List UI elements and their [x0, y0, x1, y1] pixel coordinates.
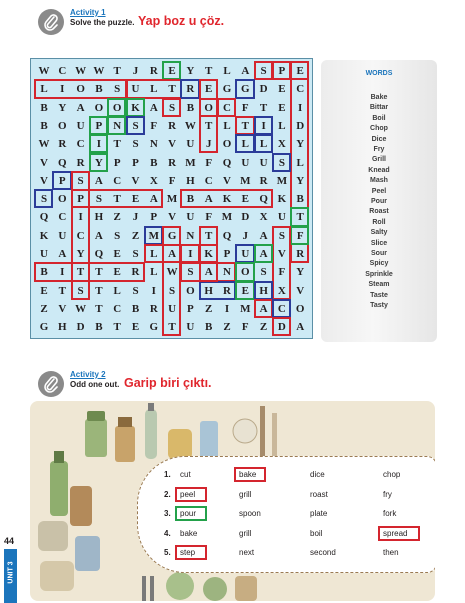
- grid-letter: Q: [222, 229, 232, 242]
- grid-letter: M: [221, 211, 233, 224]
- word-list-item: Peel: [371, 187, 387, 195]
- grid-letter: W: [38, 138, 50, 151]
- grid-letter: O: [204, 101, 213, 114]
- grid-letter: R: [131, 266, 140, 279]
- grid-letter: D: [241, 211, 250, 224]
- grid-letter: S: [95, 193, 102, 206]
- paperclip-icon: [38, 9, 64, 35]
- grid-letter: W: [184, 119, 196, 132]
- unit-label: UNIT 3: [7, 561, 15, 584]
- grid-letter: G: [222, 83, 232, 96]
- grid-letter: R: [149, 65, 158, 77]
- grid-letter: S: [169, 101, 176, 114]
- grid-letter: G: [39, 321, 49, 334]
- grid-letter: T: [113, 65, 121, 77]
- grid-letter: Y: [76, 248, 85, 260]
- grid-letter: U: [186, 321, 195, 334]
- grid-letter: W: [93, 65, 105, 77]
- word-list-item: Spicy: [369, 260, 389, 268]
- grid-letter: V: [168, 211, 177, 224]
- grid-letter: S: [187, 266, 194, 279]
- option-word[interactable]: fry: [383, 489, 392, 499]
- grid-letter: I: [96, 138, 102, 151]
- option-word[interactable]: roast: [310, 489, 328, 499]
- grid-letter: O: [76, 83, 85, 96]
- grid-letter: P: [187, 302, 194, 315]
- grid-letter: B: [296, 193, 304, 206]
- grid-letter: M: [276, 174, 288, 187]
- grid-letter: E: [205, 83, 213, 96]
- grid-letter: T: [113, 193, 121, 206]
- grid-letter: T: [76, 266, 85, 279]
- grid-letter: S: [132, 284, 139, 297]
- grid-letter: Q: [58, 156, 67, 169]
- options-card: [137, 456, 435, 573]
- grid-letter: F: [150, 119, 158, 132]
- grid-letter: K: [131, 101, 140, 114]
- word-list-item: Fry: [373, 146, 385, 153]
- grid-letter: I: [60, 83, 65, 96]
- grid-letter: U: [131, 83, 140, 96]
- words-list-panel: [321, 60, 437, 342]
- grid-letter: T: [168, 83, 176, 96]
- activity-2-translation: Garip biri çıktı.: [124, 376, 212, 390]
- grid-letter: N: [113, 119, 122, 132]
- grid-letter: O: [222, 138, 232, 151]
- grid-letter: I: [261, 119, 266, 132]
- grid-letter: M: [185, 156, 196, 169]
- option-word[interactable]: second: [310, 548, 336, 557]
- grid-letter: R: [186, 83, 195, 96]
- word-list-item: Pour: [371, 198, 387, 205]
- option-word[interactable]: then: [383, 548, 399, 557]
- grid-letter: Y: [186, 65, 195, 77]
- page-number: 44: [4, 536, 15, 546]
- grid-letter: P: [223, 248, 231, 260]
- grid-letter: N: [186, 229, 195, 242]
- grid-letter: V: [40, 156, 48, 169]
- grid-letter: D: [296, 119, 305, 132]
- grid-letter: S: [132, 138, 139, 151]
- option-word[interactable]: next: [239, 548, 255, 557]
- grid-letter: A: [259, 229, 268, 242]
- grid-letter: M: [240, 174, 251, 187]
- activity-1-label: Activity 1: [70, 8, 106, 17]
- word-list-item: Grill: [371, 156, 386, 164]
- grid-letter: Z: [259, 321, 268, 334]
- grid-letter: E: [113, 266, 121, 279]
- question-number: 1.: [164, 470, 171, 479]
- grid-letter: Z: [205, 302, 213, 315]
- grid-letter: H: [259, 284, 268, 297]
- grid-letter: A: [204, 193, 213, 206]
- grid-letter: T: [168, 321, 176, 334]
- grid-letter: R: [168, 156, 177, 169]
- grid-letter: U: [259, 156, 268, 169]
- grid-letter: T: [113, 321, 121, 334]
- grid-letter: V: [296, 284, 305, 297]
- grid-letter: C: [76, 138, 85, 151]
- grid-letter: A: [149, 101, 158, 114]
- grid-letter: T: [205, 119, 213, 132]
- grid-letter: E: [278, 101, 286, 114]
- grid-letter: A: [204, 266, 213, 279]
- grid-letter: S: [260, 65, 267, 77]
- question-number: 5.: [164, 548, 171, 557]
- grid-letter: F: [278, 266, 286, 279]
- grid-letter: F: [241, 101, 249, 114]
- grid-letter: B: [40, 101, 48, 114]
- grid-letter: R: [296, 248, 305, 260]
- grid-letter: R: [76, 156, 85, 169]
- grid-letter: F: [205, 156, 213, 169]
- grid-letter: V: [168, 138, 177, 151]
- grid-letter: V: [277, 248, 286, 260]
- grid-letter: T: [205, 65, 213, 77]
- grid-letter: S: [40, 193, 48, 206]
- grid-letter: K: [39, 229, 49, 242]
- grid-letter: C: [113, 302, 122, 315]
- activity-2-instruction: Odd one out.: [70, 380, 120, 389]
- grid-letter: C: [296, 83, 305, 96]
- grid-letter: B: [95, 321, 103, 334]
- word-list-item: Roast: [369, 208, 389, 216]
- grid-letter: Q: [259, 193, 268, 206]
- grid-letter: L: [150, 266, 158, 279]
- grid-letter: L: [241, 138, 249, 151]
- grid-letter: U: [241, 248, 250, 260]
- grid-letter: J: [242, 229, 249, 242]
- option-word[interactable]: plate: [310, 509, 328, 518]
- grid-letter: A: [94, 174, 103, 187]
- option-word[interactable]: pour: [180, 509, 197, 518]
- grid-letter: I: [151, 284, 156, 297]
- grid-letter: B: [40, 119, 48, 132]
- grid-letter: A: [259, 248, 268, 260]
- grid-letter: Y: [58, 101, 67, 114]
- question-number: 4.: [164, 528, 171, 538]
- word-list-item: Bake: [370, 94, 388, 101]
- word-list-item: Sprinkle: [365, 270, 393, 278]
- grid-letter: E: [168, 65, 176, 77]
- grid-letter: E: [241, 193, 249, 206]
- grid-letter: U: [186, 138, 195, 151]
- grid-letter: Y: [296, 266, 305, 279]
- activity-1-translation: Yap boz u çöz.: [138, 14, 225, 28]
- grid-letter: A: [149, 193, 158, 206]
- grid-letter: V: [223, 174, 231, 187]
- grid-letter: S: [114, 229, 121, 242]
- grid-letter: T: [95, 266, 103, 279]
- grid-letter: E: [296, 65, 304, 77]
- word-list-item: Roll: [372, 218, 386, 226]
- option-word[interactable]: bake: [239, 470, 257, 479]
- grid-letter: P: [113, 156, 121, 169]
- grid-letter: A: [296, 321, 305, 334]
- grid-letter: R: [149, 302, 158, 315]
- grid-letter: Q: [94, 248, 104, 260]
- option-word[interactable]: dice: [310, 470, 325, 479]
- grid-letter: X: [277, 138, 286, 151]
- grid-letter: E: [131, 193, 140, 206]
- grid-letter: X: [259, 211, 268, 224]
- grid-letter: I: [188, 248, 193, 260]
- grid-letter: T: [95, 302, 103, 315]
- grid-letter: L: [259, 138, 268, 151]
- word-list-item: Mash: [370, 177, 388, 185]
- grid-letter: L: [113, 284, 121, 297]
- grid-letter: P: [278, 65, 286, 77]
- grid-letter: Y: [296, 138, 305, 151]
- grid-letter: F: [168, 174, 176, 187]
- word-list-item: Sour: [371, 250, 387, 257]
- grid-letter: A: [94, 229, 103, 242]
- grid-letter: C: [204, 174, 213, 187]
- grid-letter: G: [241, 83, 250, 96]
- option-word[interactable]: boil: [310, 528, 323, 538]
- grid-letter: E: [278, 83, 286, 96]
- grid-letter: O: [94, 101, 104, 114]
- grid-letter: T: [113, 138, 121, 151]
- grid-letter: X: [277, 284, 286, 297]
- option-word[interactable]: cut: [180, 470, 191, 479]
- grid-letter: Z: [113, 211, 121, 224]
- grid-letter: L: [223, 65, 231, 77]
- grid-letter: A: [76, 101, 85, 114]
- grid-letter: C: [223, 101, 231, 114]
- grid-letter: U: [186, 211, 195, 224]
- grid-letter: K: [277, 193, 287, 206]
- grid-letter: M: [240, 302, 251, 315]
- grid-letter: T: [241, 119, 249, 132]
- grid-letter: O: [186, 284, 195, 297]
- grid-letter: U: [76, 119, 85, 132]
- grid-letter: Q: [39, 211, 49, 224]
- grid-letter: A: [58, 248, 67, 260]
- grid-letter: Z: [223, 321, 231, 334]
- grid-letter: L: [150, 248, 158, 260]
- grid-letter: L: [296, 156, 304, 169]
- grid-letter: V: [58, 302, 67, 315]
- grid-letter: I: [78, 211, 83, 224]
- option-word[interactable]: grill: [239, 489, 252, 499]
- grid-letter: U: [168, 302, 177, 315]
- grid-letter: V: [131, 174, 140, 187]
- grid-letter: R: [223, 284, 231, 297]
- grid-letter: P: [77, 193, 84, 206]
- grid-letter: J: [132, 211, 139, 224]
- grid-letter: L: [278, 119, 286, 132]
- grid-letter: X: [149, 174, 158, 187]
- grid-letter: P: [132, 156, 139, 169]
- grid-letter: H: [204, 284, 213, 297]
- grid-letter: T: [296, 211, 304, 224]
- grid-letter: R: [259, 174, 268, 187]
- option-word[interactable]: grill: [239, 528, 252, 538]
- grid-letter: N: [149, 138, 158, 151]
- grid-letter: I: [224, 302, 230, 315]
- grid-letter: A: [168, 248, 177, 260]
- grid-letter: S: [278, 229, 285, 242]
- grid-letter: S: [132, 248, 139, 260]
- grid-letter: H: [94, 211, 104, 224]
- grid-letter: G: [167, 229, 177, 242]
- grid-letter: T: [95, 284, 103, 297]
- option-word[interactable]: peel: [180, 489, 196, 499]
- grid-letter: O: [241, 266, 250, 279]
- grid-letter: M: [148, 229, 159, 242]
- grid-letter: B: [150, 156, 158, 169]
- grid-letter: R: [168, 119, 177, 132]
- option-word[interactable]: fork: [383, 509, 397, 518]
- question-number: 3.: [164, 509, 171, 518]
- grid-letter: Y: [94, 156, 103, 169]
- grid-letter: W: [75, 302, 87, 315]
- option-word[interactable]: spoon: [239, 509, 261, 518]
- grid-letter: Z: [40, 302, 48, 315]
- option-word[interactable]: step: [180, 548, 196, 557]
- grid-letter: N: [223, 266, 231, 279]
- word-list-item: Slice: [370, 239, 388, 247]
- grid-letter: W: [75, 65, 87, 77]
- question-number: 2.: [164, 489, 171, 499]
- grid-letter: S: [260, 266, 267, 279]
- grid-letter: R: [58, 138, 67, 151]
- words-list-title: WORDS: [365, 70, 393, 77]
- unit-tab: [4, 549, 17, 603]
- grid-letter: C: [58, 65, 67, 77]
- grid-letter: D: [259, 83, 268, 96]
- grid-letter: W: [38, 65, 50, 77]
- paperclip-icon: [38, 371, 64, 397]
- grid-letter: T: [259, 101, 268, 114]
- grid-letter: J: [205, 138, 212, 151]
- grid-letter: C: [76, 229, 85, 242]
- grid-letter: B: [205, 321, 213, 334]
- grid-letter: S: [278, 156, 285, 169]
- grid-letter: E: [131, 321, 140, 334]
- grid-letter: Y: [296, 174, 305, 187]
- grid-letter: D: [76, 321, 85, 334]
- grid-letter: P: [58, 174, 66, 187]
- grid-letter: V: [40, 174, 48, 187]
- grid-letter: W: [166, 266, 178, 279]
- grid-letter: U: [58, 229, 67, 242]
- word-search-grid: [30, 58, 313, 339]
- grid-letter: P: [150, 211, 158, 224]
- option-word[interactable]: chop: [383, 470, 401, 479]
- grid-letter: L: [150, 83, 158, 96]
- grid-letter: I: [298, 101, 303, 114]
- grid-letter: K: [222, 193, 232, 206]
- grid-letter: T: [205, 229, 213, 242]
- grid-letter: P: [95, 119, 103, 132]
- grid-letter: L: [223, 119, 231, 132]
- grid-letter: F: [205, 211, 213, 224]
- grid-letter: H: [58, 321, 67, 334]
- grid-letter: M: [166, 193, 178, 206]
- grid-letter: O: [112, 101, 122, 114]
- grid-letter: B: [131, 302, 140, 315]
- grid-letter: Z: [131, 229, 140, 242]
- word-list-item: Salty: [370, 229, 388, 237]
- grid-letter: S: [169, 284, 176, 297]
- grid-letter: E: [241, 284, 249, 297]
- option-word[interactable]: bake: [180, 528, 198, 538]
- grid-letter: C: [58, 211, 67, 224]
- grid-letter: J: [132, 65, 139, 77]
- grid-letter: B: [95, 83, 103, 96]
- grid-letter: K: [204, 248, 213, 260]
- word-list-item: Dice: [371, 135, 387, 143]
- grid-letter: E: [113, 248, 121, 260]
- grid-letter: D: [277, 321, 286, 334]
- grid-letter: C: [277, 302, 286, 315]
- grid-letter: Q: [222, 156, 232, 169]
- grid-letter: G: [149, 321, 159, 334]
- grid-letter: U: [241, 156, 250, 169]
- grid-letter: U: [277, 211, 286, 224]
- grid-letter: O: [58, 119, 67, 132]
- grid-letter: B: [186, 101, 195, 114]
- activity-1-instruction: Solve the puzzle.: [70, 18, 135, 27]
- grid-letter: O: [295, 302, 305, 315]
- grid-letter: S: [132, 119, 139, 132]
- word-list-item: Chop: [370, 125, 388, 133]
- word-list-item: Tasty: [370, 302, 388, 309]
- grid-letter: A: [241, 65, 250, 77]
- grid-letter: O: [58, 193, 67, 206]
- grid-letter: B: [40, 266, 48, 279]
- grid-letter: F: [296, 229, 304, 242]
- option-word[interactable]: spread: [383, 528, 408, 538]
- word-list-item: Bittar: [369, 104, 389, 112]
- grid-letter: L: [40, 83, 48, 96]
- grid-letter: S: [77, 284, 84, 297]
- grid-letter: C: [113, 174, 122, 187]
- grid-letter: T: [58, 284, 66, 297]
- grid-letter: S: [77, 174, 84, 187]
- grid-letter: A: [259, 302, 268, 315]
- word-list-item: Steam: [368, 281, 390, 289]
- grid-letter: F: [241, 321, 249, 334]
- grid-letter: I: [60, 266, 65, 279]
- word-list-item: Knead: [368, 166, 390, 174]
- activity-2-label: Activity 2: [70, 370, 106, 379]
- odd-one-out-panel: [30, 401, 435, 601]
- grid-letter: S: [114, 83, 121, 96]
- grid-letter: U: [40, 248, 48, 260]
- grid-letter: B: [186, 193, 195, 206]
- grid-letter: E: [40, 284, 48, 297]
- grid-letter: H: [186, 174, 195, 187]
- word-list-item: Taste: [370, 291, 388, 299]
- word-list-item: Boil: [372, 114, 386, 122]
